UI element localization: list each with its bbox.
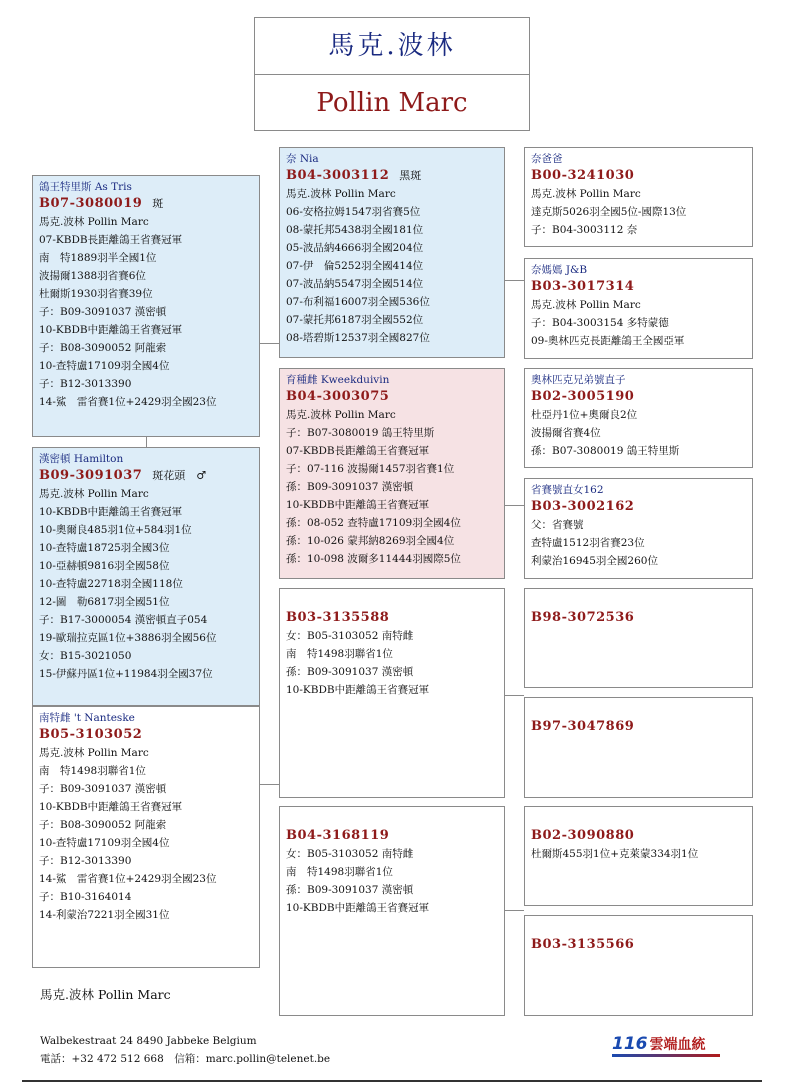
record-line: 利蒙治16945羽全國260位 (531, 555, 658, 567)
ring-number-row (531, 167, 746, 185)
bird-name: 奈爸爸 (531, 153, 563, 165)
ring-number: B03-3017314 (531, 279, 635, 294)
record-line: 子：07-116 波揚爾1457羽省賽1位 (286, 463, 455, 475)
card-ggp-5 (524, 588, 753, 688)
record-line: 女：B05-3103052 南特雌 (286, 630, 414, 642)
ring-number-row (286, 827, 498, 845)
record-line: 10-查特盧17109羽全國4位 (39, 360, 170, 372)
owner-name: 馬克.波林 Pollin Marc (40, 987, 171, 1002)
address-block (40, 1032, 330, 1068)
bird-name: 奈 Nia (286, 153, 319, 165)
record-line: 14-利蒙治7221羽全國31位 (39, 909, 170, 921)
record-line: 10-KBDB中距離鴿王省賽冠軍 (286, 499, 430, 511)
record-line: 孫：B09-3091037 漢密頓 (286, 666, 414, 678)
contact-line: 電話：+32 472 512 668 信箱：marc.pollin@telenet.be (40, 1053, 331, 1065)
record-line: 07-蒙托邦6187羽全國552位 (286, 314, 424, 326)
ring-number-row (286, 388, 498, 406)
record-line: 杜爾斯455羽1位+克萊蒙334羽1位 (531, 848, 699, 860)
record-line: 南 特1889羽半全國1位 (39, 252, 157, 264)
record-line: 07-KBDB長距離鴿王省賽冠軍 (286, 445, 430, 457)
ring-number-row (39, 195, 253, 213)
brand-logo (612, 1034, 706, 1054)
record-line: 波揚爾1388羽省賽6位 (39, 270, 146, 282)
record-line: 父：省賽號 (531, 519, 584, 531)
record-line: 南 特1498羽聯省1位 (39, 765, 146, 777)
ring-number-row (531, 278, 746, 296)
connector-line (504, 695, 524, 696)
record-line: 07-波品納5547羽全國514位 (286, 278, 424, 290)
bird-name: 鴿王特里斯 As Tris (39, 181, 132, 193)
title-english: Pollin Marc (316, 88, 468, 118)
record-line: 08-塔碧斯12537羽全國827位 (286, 332, 430, 344)
address-line: Walbekestraat 24 8490 Jabbeke Belgium (40, 1035, 257, 1047)
connector-line (504, 505, 524, 506)
record-line: 南 特1498羽聯省1位 (286, 866, 393, 878)
record-line: 10-KBDB中距離鴿王省賽冠軍 (39, 506, 183, 518)
card-ggp-6 (524, 697, 753, 798)
color-note: 斑 (152, 197, 164, 210)
title-chinese: 馬克.波林 (255, 18, 529, 75)
ring-number: B00-3241030 (531, 168, 635, 183)
record-line: 10-KBDB中距離鴿王省賽冠軍 (286, 902, 430, 914)
record-line: 10-查特盧17109羽全國4位 (39, 837, 170, 849)
record-line: 子：B08-3090052 阿龍索 (39, 819, 167, 831)
card-nanteske (32, 706, 260, 968)
record-line: 杜亞丹1位+奧爾良2位 (531, 409, 638, 421)
record-line: 12-圖 勒6817羽全國51位 (39, 596, 170, 608)
connector-line (504, 910, 524, 911)
record-line: 子：B17-3000054 漢密頓直子054 (39, 614, 208, 626)
record-line: 10-KBDB中距離鴿王省賽冠軍 (286, 684, 430, 696)
record-line: 馬克.波林 Pollin Marc (531, 188, 641, 200)
record-line: 子：B09-3091037 漢密頓 (39, 306, 167, 318)
record-line: 06-安格拉姆1547羽省賽5位 (286, 206, 421, 218)
record-line: 查特盧1512羽省賽23位 (531, 537, 645, 549)
record-line: 孫：10-098 波爾多11444羽國際5位 (286, 553, 461, 565)
card-ggp-4 (524, 478, 753, 579)
record-line: 14-鯊 雷省賽1位+2429羽全國23位 (39, 396, 217, 408)
connector-line (259, 343, 279, 344)
ring-number: B04-3003075 (286, 389, 390, 404)
record-line: 07-KBDB長距離鴿王省賽冠軍 (39, 234, 183, 246)
record-line: 馬克.波林 Pollin Marc (286, 409, 396, 421)
record-line: 19-歐瑞拉克區1位+3886羽全國56位 (39, 632, 217, 644)
bird-name: 漢密頓 Hamilton (39, 453, 124, 465)
logo-underline (612, 1054, 720, 1057)
card-ggp-1 (524, 147, 753, 247)
record-line: 孫：B09-3091037 漢密頓 (286, 884, 414, 896)
ring-number: B03-3135566 (531, 937, 635, 952)
ring-number-row (39, 726, 253, 744)
ring-number-row (531, 498, 746, 516)
ring-number: B03-3135588 (286, 610, 390, 625)
ring-number: B09-3091037 (39, 468, 143, 483)
ring-number: B07-3080019 (39, 196, 143, 211)
record-line: 10-查特盧18725羽全國3位 (39, 542, 170, 554)
record-line: 子：B07-3080019 鴿王特里斯 (286, 427, 435, 439)
card-sire-sire (279, 147, 505, 358)
ring-number-row (531, 718, 746, 736)
record-line: 10-亞赫頓9816羽全國58位 (39, 560, 170, 572)
card-ggp-3 (524, 368, 753, 468)
record-line: 馬克.波林 Pollin Marc (39, 216, 149, 228)
record-line: 05-波品納4666羽全國204位 (286, 242, 424, 254)
record-line: 波揚爾省賽4位 (531, 427, 601, 439)
record-line: 杜爾斯1930羽省賽39位 (39, 288, 153, 300)
divider (22, 1080, 762, 1082)
ring-number-row (531, 388, 746, 406)
record-line: 女：B05-3103052 南特雌 (286, 848, 414, 860)
bird-name: 奧林匹克兄弟號直子 (531, 374, 626, 386)
card-sire (32, 175, 260, 437)
ring-number: B98-3072536 (531, 610, 635, 625)
ring-number: B05-3103052 (39, 727, 143, 742)
connector-line (504, 280, 524, 281)
record-line: 07-伊 倫5252羽全國414位 (286, 260, 424, 272)
bird-name: 省賽號直女162 (531, 484, 604, 496)
record-line: 10-查特盧22718羽全國118位 (39, 578, 183, 590)
record-line: 馬克.波林 Pollin Marc (531, 299, 641, 311)
card-ggp-2 (524, 258, 753, 359)
bird-name: 奈媽媽 J&B (531, 264, 588, 276)
record-line: 15-伊蘇丹區1位+11984羽全國37位 (39, 668, 213, 680)
color-note: 黑斑 (399, 169, 422, 182)
record-line: 14-鯊 雷省賽1位+2429羽全國23位 (39, 873, 217, 885)
record-line: 孫：10-026 蒙邦納8269羽全國4位 (286, 535, 455, 547)
record-line: 馬克.波林 Pollin Marc (39, 488, 149, 500)
record-line: 子：B12-3013390 (39, 378, 132, 390)
ring-number-row (531, 936, 746, 954)
card-dam-dam (279, 806, 505, 1016)
ring-number: B04-3168119 (286, 828, 390, 843)
logo-text: 雲端血統 (649, 1037, 706, 1053)
record-line: 女：B15-3021050 (39, 650, 132, 662)
record-line: 10-奧爾良485羽1位+584羽1位 (39, 524, 192, 536)
color-note: 斑花頭 ♂ (152, 469, 207, 482)
ring-number-row (531, 827, 746, 845)
ring-number: B02-3090880 (531, 828, 635, 843)
ring-number: B04-3003112 (286, 168, 390, 183)
record-line: 孫：08-052 查特盧17109羽全國4位 (286, 517, 461, 529)
bird-name: 育種雌 Kweekduivin (286, 374, 390, 386)
record-line: 達克斯5026羽全國5位-國際13位 (531, 206, 687, 218)
record-line: 07-布利福16007羽全國536位 (286, 296, 430, 308)
bird-name: 南特雌 't Nanteske (39, 712, 135, 724)
ring-number-row (39, 467, 253, 485)
card-ggp-8 (524, 915, 753, 1016)
ring-number-row (286, 167, 498, 185)
card-dam-sire (279, 588, 505, 798)
record-line: 子：B08-3090052 阿龍索 (39, 342, 167, 354)
record-line: 馬克.波林 Pollin Marc (39, 747, 149, 759)
record-line: 子：B04-3003154 多特蒙德 (531, 317, 669, 329)
ring-number-row (531, 609, 746, 627)
logo-number: 116 (612, 1034, 648, 1054)
record-line: 08-蒙托邦5438羽全國181位 (286, 224, 424, 236)
title-box (254, 17, 530, 131)
record-line: 南 特1498羽聯省1位 (286, 648, 393, 660)
record-line: 馬克.波林 Pollin Marc (286, 188, 396, 200)
record-line: 09-奧林匹克長距離鴿王全國亞軍 (531, 335, 685, 347)
ring-number: B97-3047869 (531, 719, 635, 734)
card-ggp-7 (524, 806, 753, 906)
record-line: 子：B12-3013390 (39, 855, 132, 867)
ring-number: B02-3005190 (531, 389, 635, 404)
record-line: 孫：B09-3091037 漢密頓 (286, 481, 414, 493)
card-dam (32, 447, 260, 706)
record-line: 子：B09-3091037 漢密頓 (39, 783, 167, 795)
record-line: 孫：B07-3080019 鴿王特里斯 (531, 445, 680, 457)
record-line: 10-KBDB中距離鴿王省賽冠軍 (39, 324, 183, 336)
card-sire-dam (279, 368, 505, 579)
ring-number-row (286, 609, 498, 627)
record-line: 10-KBDB中距離鴿王省賽冠軍 (39, 801, 183, 813)
record-line: 子：B10-3164014 (39, 891, 132, 903)
ring-number: B03-3002162 (531, 499, 635, 514)
connector-line (259, 784, 279, 785)
record-line: 子：B04-3003112 奈 (531, 224, 638, 236)
